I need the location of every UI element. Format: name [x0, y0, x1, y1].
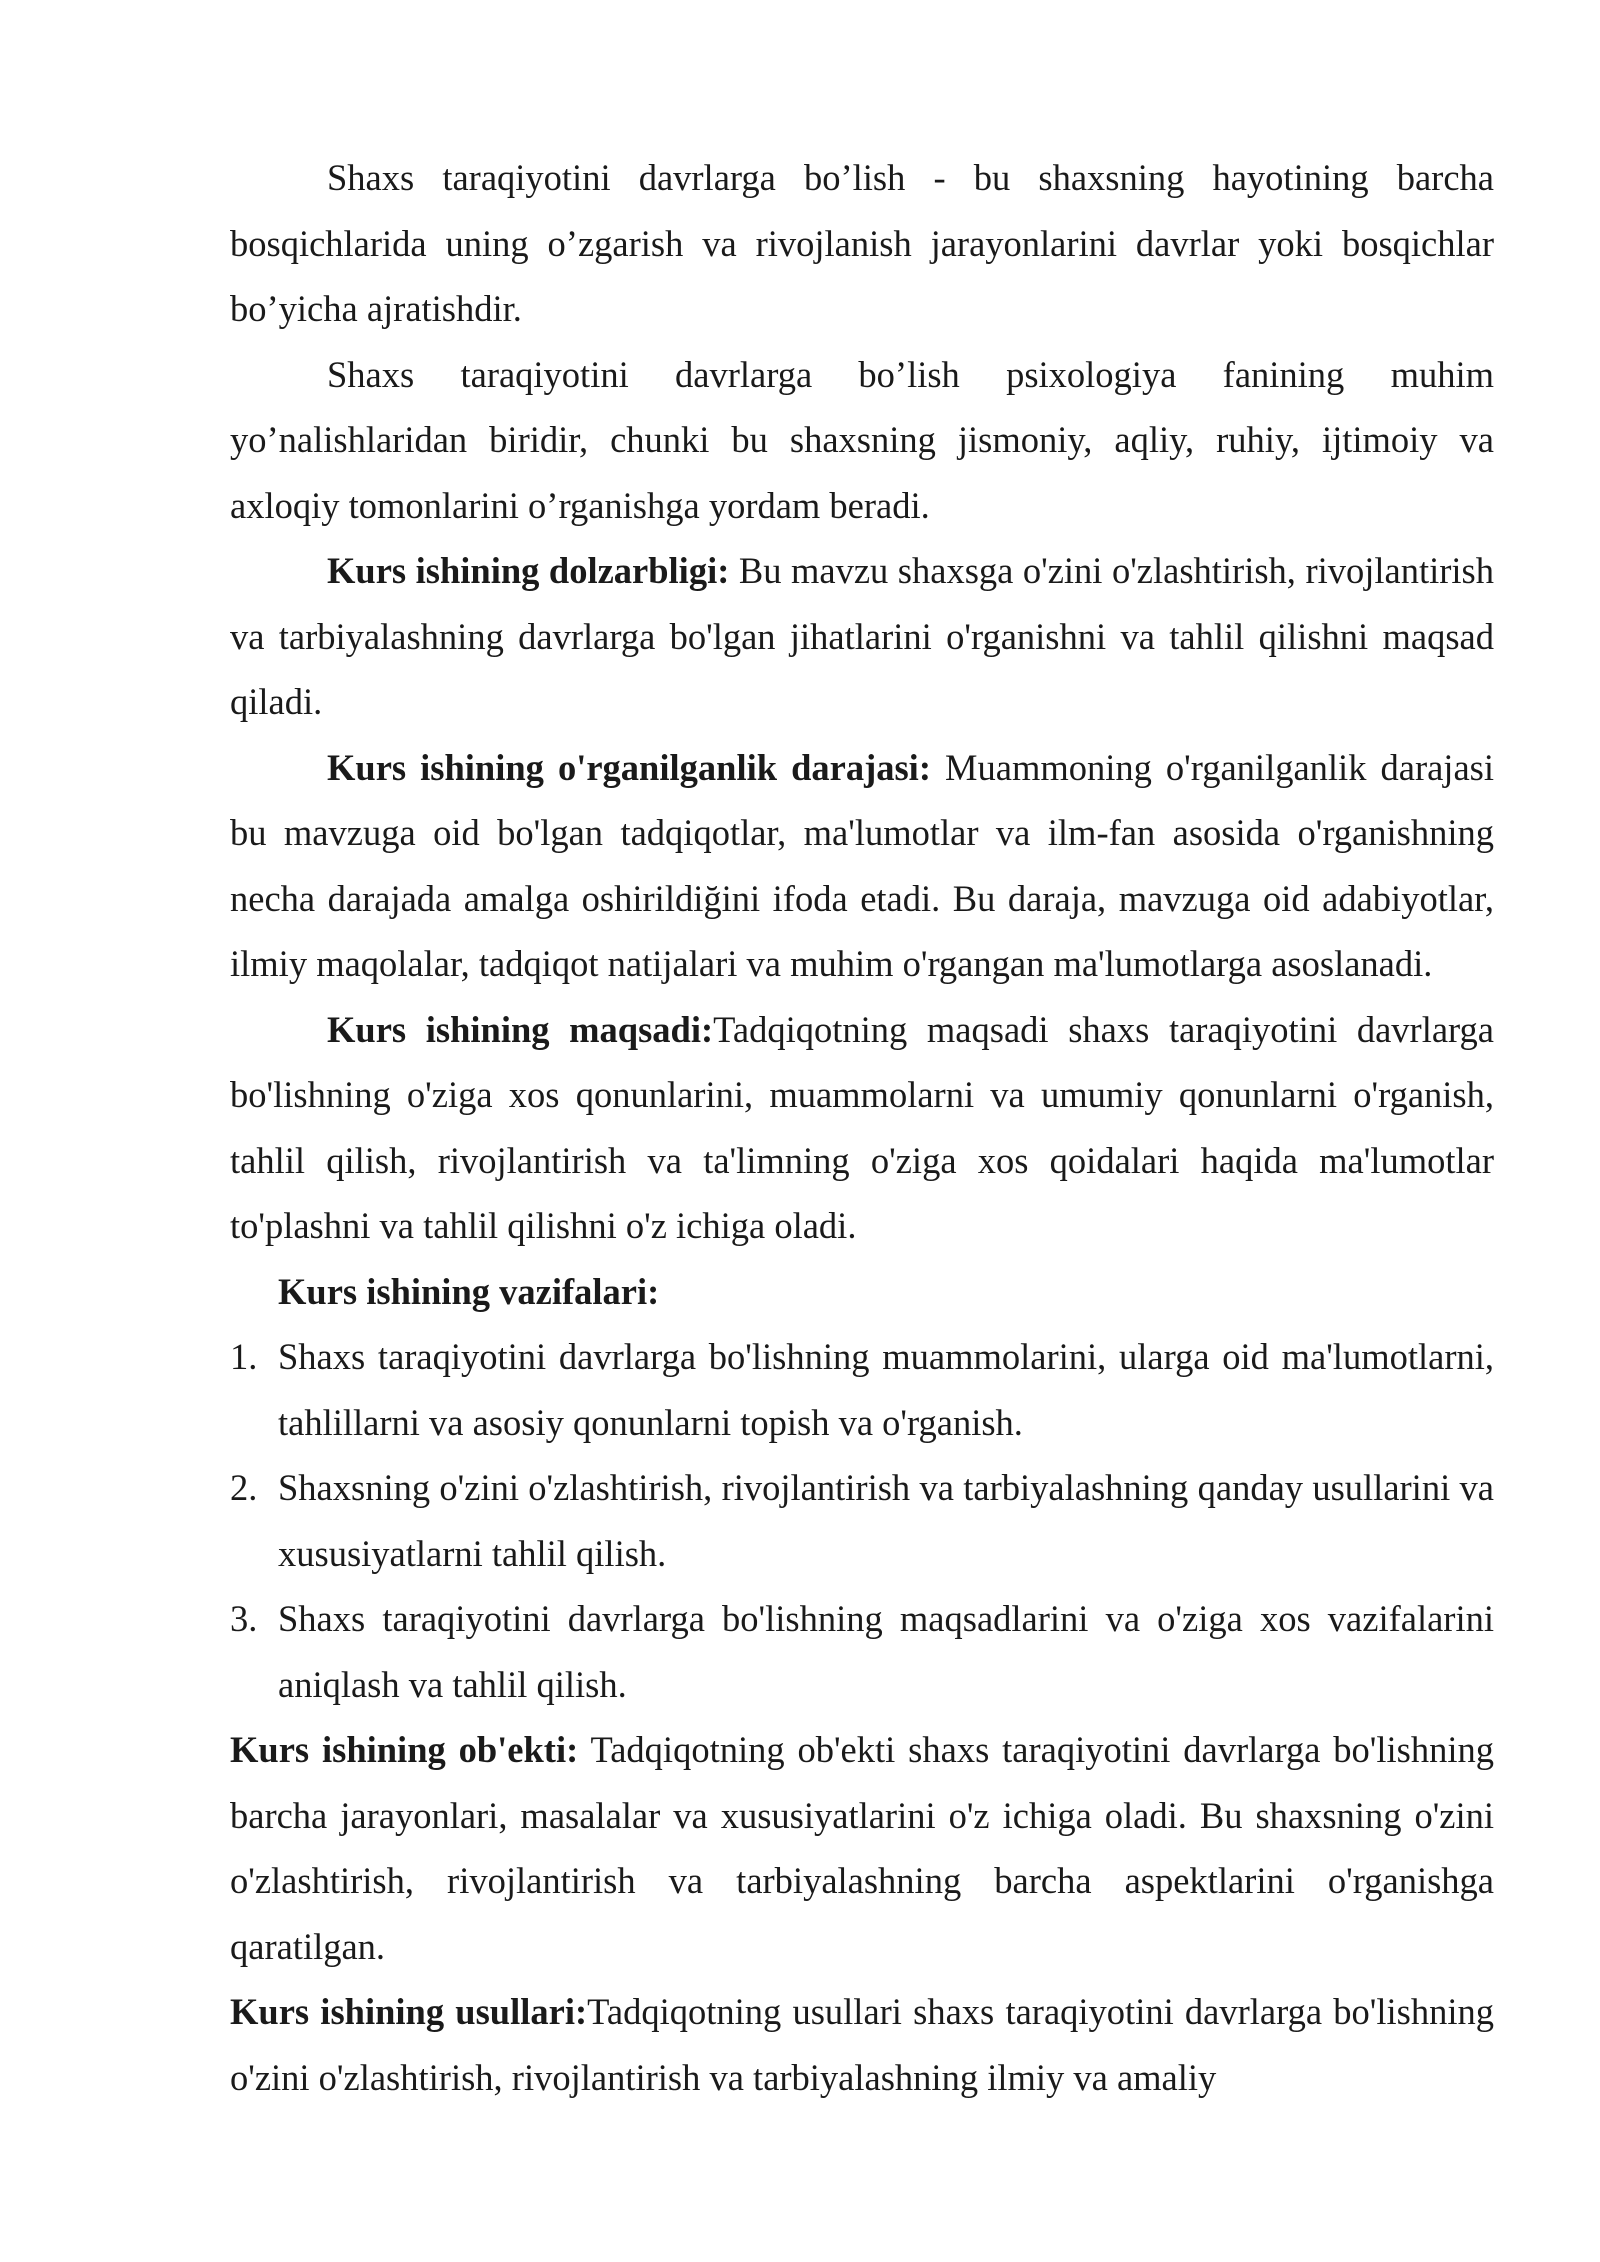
study-level-text: Muammoning o'rganilganlik darajasi bu mavzuga oid bo'lgan tadqiqotlar, ma'lumotlar va ilm-fan asosida o'rganishning necha darajada amalga oshirildiğini ifoda etadi. Bu daraja, mavzuga oid adabiyotlar, ilmiy maqolalar, tadqiqot natijalari va muhim o'rgangan ma'lumotlarga asoslanadi. — [230, 746, 1494, 984]
object-text: Tadqiqotning ob'ekti shaxs taraqiyotini davrlarga bo'lishning barcha jarayonlari, masalalar va xususiyatlarini o'z ichiga oladi. Bu shaxsning o'zini o'zlashtirish, rivojlantirish va tarbiyalashning barcha aspektlarini o'rganishga qaratilgan. — [230, 1729, 1494, 1967]
methods-text: Tadqiqotning usullari shaxs taraqiyotini davrlarga bo'lishning o'zini o'zlashtirish, rivojlantirish va tarbiyalashning ilmiy va amaliy — [230, 1991, 1494, 2098]
list-item — [230, 1324, 1494, 1455]
psychology-paragraph — [230, 342, 1494, 539]
list-item-text: Shaxs taraqiyotini davrlarga bo'lishning maqsadlarini va o'ziga xos vazifalarini aniqlash va tahlil qilish. — [278, 1598, 1494, 1705]
relevance-paragraph — [230, 538, 1494, 735]
psychology-text: Shaxs taraqiyotini davrlarga bo’lish psixologiya fanining muhim yo’nalishlaridan biridir, chunki bu shaxsning jismoniy, aqliy, ruhiy, ijtimoiy va axloqiy tomonlarini o’rganishga yordam beradi. — [230, 353, 1494, 526]
study-level-label: Kurs ishining o'rganilganlik darajasi: — [327, 746, 931, 788]
document-page — [230, 145, 1494, 2110]
tasks-list — [230, 1324, 1494, 1717]
goal-paragraph — [230, 997, 1494, 1259]
list-item-number: 2. — [230, 1467, 258, 1508]
study-level-paragraph — [230, 735, 1494, 997]
methods-label: Kurs ishining usullari: — [230, 1991, 588, 2032]
list-item-text: Shaxsning o'zini o'zlashtirish, rivojlantirish va tarbiyalashning qanday usullarini va xususiyatlarni tahlil qilish. — [278, 1467, 1494, 1574]
tasks-heading: Kurs ishining vazifalari: — [278, 1270, 660, 1312]
list-item — [230, 1455, 1494, 1586]
goal-text: Tadqiqotning maqsadi shaxs taraqiyotini davrlarga bo'lishning o'ziga xos qonunlarini, muammolarni va umumiy qonunlarni o'rganish, tahlil qilish, rivojlantirish va ta'limning o'ziga xos qoidalari haqida ma'lumotlar to'plashni va tahlil qilishni o'z ichiga oladi. — [230, 1008, 1494, 1246]
object-paragraph — [230, 1717, 1494, 1979]
methods-paragraph — [230, 1979, 1494, 2110]
intro-paragraph — [230, 145, 1494, 342]
relevance-label: Kurs ishining dolzarbligi: — [327, 550, 730, 591]
goal-label: Kurs ishining maqsadi: — [327, 1008, 714, 1050]
object-label: Kurs ishining ob'ekti: — [230, 1729, 579, 1770]
list-item — [230, 1586, 1494, 1717]
list-item-number: 1. — [230, 1336, 258, 1377]
intro-text: Shaxs taraqiyotini davrlarga bo’lish - bu shaxsning hayotining barcha bosqichlarida uning o’zgarish va rivojlanish jarayonlarini davrlar yoki bosqichlar bo’yicha ajratishdir. — [230, 157, 1494, 329]
list-item-number: 3. — [230, 1598, 258, 1639]
relevance-text: Bu mavzu shaxsga o'zini o'zlashtirish, rivojlantirish va tarbiyalashning davrlarga bo'lgan jihatlarini o'rganishni va tahlil qilishni maqsad qiladi. — [230, 550, 1495, 722]
list-item-text: Shaxs taraqiyotini davrlarga bo'lishning muammolarini, ularga oid ma'lumotlarni, tahlillarni va asosiy qonunlarni topish va o'rganish. — [278, 1336, 1494, 1443]
